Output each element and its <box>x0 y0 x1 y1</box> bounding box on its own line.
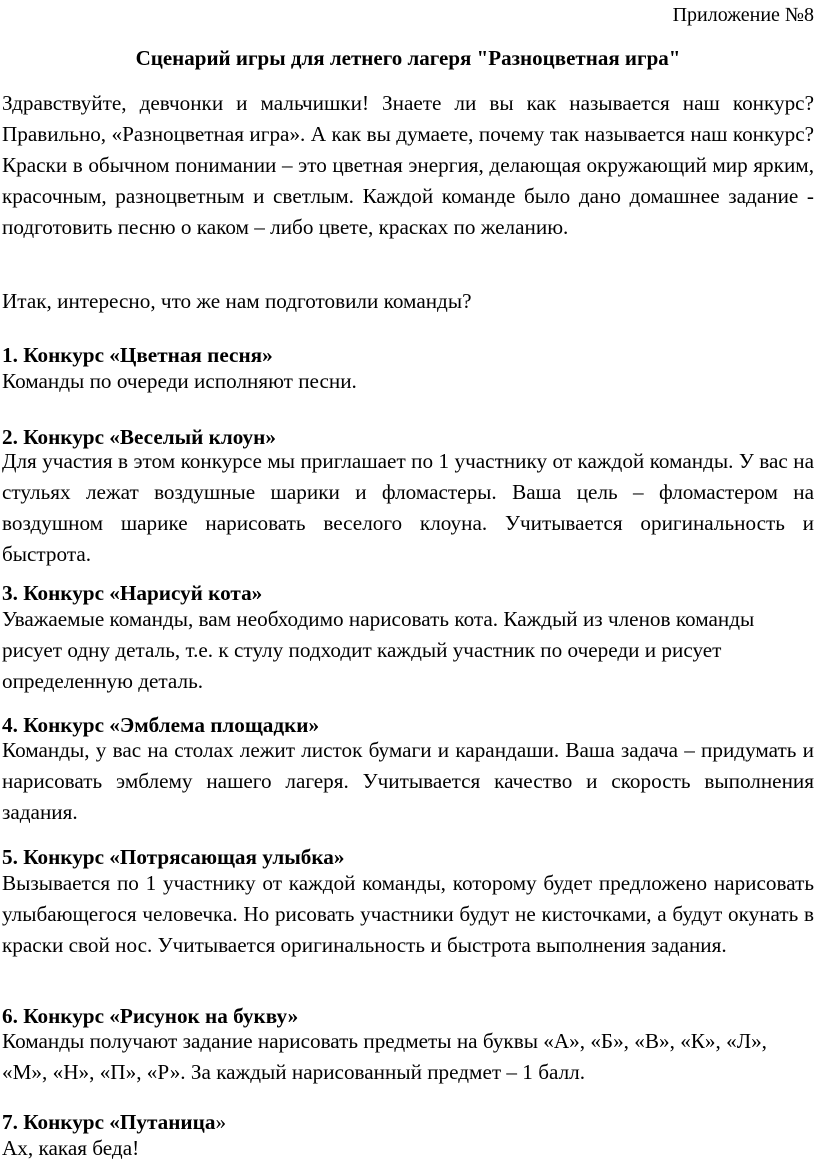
contest-2-text: Для участия в этом конкурсе мы приглашает по 1 участнику от каждой команды. У вас на стульях лежат воздушные шарики и фломастеры. Ваша цель – фломастером на воздушном шарике нарисовать веселого клоуна. Учитывается оригинальность и быстрота. <box>2 449 814 566</box>
contest-7-text: Ах, какая беда! <box>2 1136 140 1160</box>
contest-1-text: Команды по очереди исполняют песни. <box>2 369 357 393</box>
intro-paragraph: Здравствуйте, девчонки и мальчишки! Знаете ли вы как называется наш конкурс? Правильно, «Разноцветная игра». А как вы думаете, почему так называется наш конкурс? Краски в обычном понимании – это цветная энергия, делающая окружающий мир ярким, красочным, разноцветным и светлым. Каждой команде было дано домашнее задание - подготовить песню о каком – либо цвете, красках по желанию. <box>2 91 814 239</box>
contest-5-text: Вызывается по 1 участнику от каждой команды, которому будет предложено нарисовать улыбающегося человечка. Но рисовать участники будут не кисточками, а будут окунать в краски свой нос. Учитывается оригинальность и быстрота выполнения задания. <box>2 871 814 957</box>
contest-3-heading: 3. Конкурс «Нарисуй кота» <box>2 581 263 605</box>
contest-4-heading: 4. Конкурс «Эмблема площадки» <box>2 713 320 737</box>
contest-1-heading: 1. Конкурс «Цветная песня» <box>2 343 273 367</box>
contest-2-heading: 2. Конкурс «Веселый клоун» <box>2 425 276 449</box>
contest-7-heading-text: 7. Конкурс «Путаница <box>2 1110 216 1134</box>
contest-5-heading: 5. Конкурс «Потрясающая улыбка» <box>2 845 345 869</box>
contest-3-text: Уважаемые команды, вам необходимо нарисовать кота. Каждый из членов команды рисует одну деталь, т.е. к стулу подходит каждый участник по очереди и рисует определенную деталь. <box>2 607 755 693</box>
appendix-label: Приложение №8 <box>672 4 814 26</box>
contest-7-heading-close: » <box>215 1110 227 1134</box>
contest-6-text: Команды получают задание нарисовать предметы на буквы «А», «Б», «В», «К», «Л», «М», «Н», «П», «Р». За каждый нарисованный предмет – 1 балл. <box>2 1029 767 1084</box>
contest-6-heading: 6. Конкурс «Рисунок на букву» <box>2 1004 299 1028</box>
intro-question: Итак, интересно, что же нам подготовили команды? <box>2 289 472 313</box>
document-title: Сценарий игры для летнего лагеря "Разноцветная игра" <box>135 46 681 70</box>
contest-4-text: Команды, у вас на столах лежит листок бумаги и карандаши. Ваша задача – придумать и нарисовать эмблему нашего лагеря. Учитывается качество и скорость выполнения задания. <box>2 738 814 824</box>
